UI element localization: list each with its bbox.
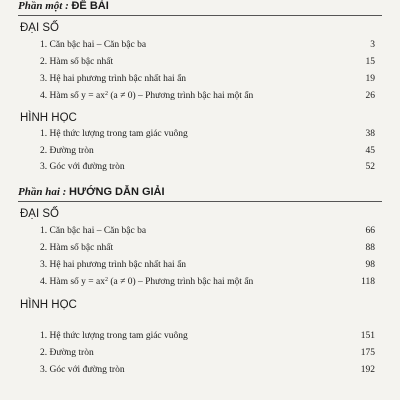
toc-row-label: 1. Hệ thức lượng trong tam giác vuông (40, 331, 188, 341)
toc-row-page: 38 (365, 129, 375, 139)
toc-row-label: 3. Góc với đường tròn (40, 365, 125, 375)
part-two-divider (18, 201, 382, 202)
toc-row[interactable] (40, 74, 375, 87)
part-one-name: ĐỀ BÀI (71, 0, 109, 12)
toc-row-label: 4. Hàm số $y = ax^2$ (a ≠ 0) – Phương trình bậc hai một ẩn (40, 277, 254, 287)
toc-row-page: 175 (360, 348, 375, 358)
toc-row[interactable] (40, 162, 375, 175)
part-one-title (18, 0, 109, 12)
toc-row-label: 1. Căn bậc hai – Căn bậc ba (40, 226, 147, 236)
part-two-name: HƯỚNG DẪN GIẢI (69, 186, 165, 198)
toc-row[interactable] (40, 40, 375, 53)
part-one-lead: Phần một : (18, 0, 69, 12)
toc-row[interactable] (40, 226, 375, 239)
toc-row-page: 45 (365, 146, 375, 156)
toc-row-label: 2. Hàm số bậc nhất (40, 57, 114, 67)
toc-row-label: 2. Hàm số bậc nhất (40, 243, 114, 253)
toc-row[interactable] (40, 129, 375, 142)
toc-row[interactable] (40, 277, 375, 290)
toc-row[interactable] (40, 146, 375, 159)
toc-row[interactable] (40, 243, 375, 256)
toc-row-page: 3 (370, 40, 375, 50)
toc-row[interactable] (40, 348, 375, 361)
toc-row-page: 15 (365, 57, 375, 67)
toc-row-page: 151 (360, 331, 375, 341)
part-one-divider (18, 15, 382, 16)
toc-row-page: 88 (365, 243, 375, 253)
part-two-title (18, 186, 165, 198)
toc-row-page: 192 (360, 365, 375, 375)
toc-row[interactable] (40, 91, 375, 104)
part-two-lead: Phần hai : (18, 186, 67, 198)
toc-row[interactable] (40, 365, 375, 378)
toc-row-page: 98 (365, 260, 375, 270)
toc-row-page: 19 (365, 74, 375, 84)
toc-row-page: 26 (365, 91, 375, 101)
toc-row[interactable] (40, 260, 375, 273)
toc-row-page: 52 (365, 162, 375, 172)
toc-row-page: 66 (365, 226, 375, 236)
toc-row[interactable] (40, 57, 375, 70)
toc-row-label: 3. Góc với đường tròn (40, 162, 125, 172)
part-one-algebra-heading: ĐẠI SỐ (20, 22, 59, 34)
toc-row-label: 3. Hệ hai phương trình bậc nhất hai ẩn (40, 260, 187, 270)
toc-row-label: 4. Hàm số $y = ax^2$ (a ≠ 0) – Phương trình bậc hai một ẩn (40, 91, 254, 101)
toc-row-label: 2. Đường tròn (40, 146, 94, 156)
toc-row-label: 2. Đường tròn (40, 348, 94, 358)
part-two-geometry-heading: HÌNH HỌC (20, 299, 77, 311)
toc-row[interactable] (40, 331, 375, 344)
toc-row-label: 1. Căn bậc hai – Căn bậc ba (40, 40, 147, 50)
toc-row-label: 1. Hệ thức lượng trong tam giác vuông (40, 129, 188, 139)
part-two-algebra-heading: ĐẠI SỐ (20, 208, 59, 220)
toc-row-label: 3. Hệ hai phương trình bậc nhất hai ẩn (40, 74, 187, 84)
toc-row-page: 118 (361, 277, 375, 287)
part-one-geometry-heading: HÌNH HỌC (20, 112, 77, 124)
